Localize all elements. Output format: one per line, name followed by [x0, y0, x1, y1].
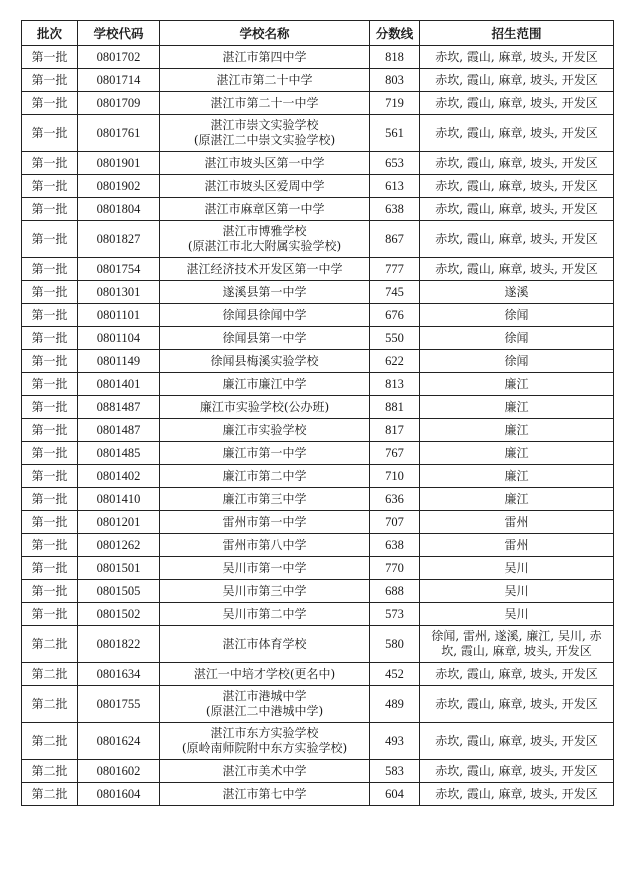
school-code-cell: 0801702 — [78, 46, 160, 69]
score-cell: 638 — [370, 198, 420, 221]
table-row — [22, 783, 614, 806]
school-name-cell — [160, 69, 370, 92]
school-code-cell: 0801827 — [78, 221, 160, 258]
school-code-cell: 0801505 — [78, 580, 160, 603]
table-row — [22, 442, 614, 465]
enrollment-range-cell — [420, 580, 614, 603]
school-code-cell: 0801201 — [78, 511, 160, 534]
enrollment-range-line: 廉江 — [504, 468, 529, 483]
score-cell: 710 — [370, 465, 420, 488]
school-code-cell: 0801502 — [78, 603, 160, 626]
enrollment-range-cell — [420, 783, 614, 806]
enrollment-range-cell — [420, 760, 614, 783]
table-row — [22, 281, 614, 304]
enrollment-range-line: 赤坎, 霞山, 麻章, 坡头, 开发区 — [435, 763, 598, 778]
batch-cell: 第一批 — [22, 304, 78, 327]
batch-cell: 第一批 — [22, 488, 78, 511]
enrollment-range-cell — [420, 534, 614, 557]
table-row — [22, 327, 614, 350]
enrollment-range-cell — [420, 327, 614, 350]
enrollment-range-cell — [420, 258, 614, 281]
school-name-cell — [160, 783, 370, 806]
table-row — [22, 488, 614, 511]
school-name-cell — [160, 760, 370, 783]
school-name-cell — [160, 511, 370, 534]
school-name-line: 湛江市坡头区爱周中学 — [204, 178, 325, 193]
school-name-line: (原湛江二中港城中学) — [205, 704, 324, 718]
school-name-cell — [160, 175, 370, 198]
batch-cell: 第一批 — [22, 115, 78, 152]
school-code-cell: 0801149 — [78, 350, 160, 373]
header-school-name: 学校名称 — [160, 21, 370, 46]
table-row — [22, 534, 614, 557]
enrollment-range-line: 赤坎, 霞山, 麻章, 坡头, 开发区 — [435, 72, 598, 87]
batch-cell: 第二批 — [22, 723, 78, 760]
enrollment-range-cell — [420, 115, 614, 152]
school-name-line: 廉江市第三中学 — [222, 491, 307, 506]
score-cell: 881 — [370, 396, 420, 419]
score-cell: 818 — [370, 46, 420, 69]
enrollment-range-cell — [420, 442, 614, 465]
table-row — [22, 152, 614, 175]
enrollment-range-line: 赤坎, 霞山, 麻章, 坡头, 开发区 — [435, 201, 598, 216]
score-cell: 777 — [370, 258, 420, 281]
enrollment-range-cell — [420, 198, 614, 221]
school-code-cell: 0801301 — [78, 281, 160, 304]
batch-cell: 第一批 — [22, 175, 78, 198]
school-name-line: 徐闻县徐闻中学 — [222, 307, 307, 322]
score-cell: 493 — [370, 723, 420, 760]
batch-cell: 第一批 — [22, 327, 78, 350]
school-name-line: 湛江市博雅学校 — [222, 224, 307, 238]
batch-cell: 第一批 — [22, 511, 78, 534]
table-row — [22, 663, 614, 686]
school-name-cell — [160, 152, 370, 175]
school-code-cell: 0801709 — [78, 92, 160, 115]
school-name-cell — [160, 396, 370, 419]
admission-score-table — [21, 20, 614, 806]
score-cell: 767 — [370, 442, 420, 465]
enrollment-range-line: 赤坎, 霞山, 麻章, 坡头, 开发区 — [435, 231, 598, 246]
school-name-line: 廉江市第一中学 — [222, 445, 307, 460]
enrollment-range-cell — [420, 488, 614, 511]
score-cell: 550 — [370, 327, 420, 350]
table-row — [22, 69, 614, 92]
admission-score-table-page — [21, 20, 613, 806]
school-code-cell: 0801402 — [78, 465, 160, 488]
school-name-line: 湛江市体育学校 — [222, 636, 307, 651]
enrollment-range-line: 赤坎, 霞山, 麻章, 坡头, 开发区 — [435, 49, 598, 64]
score-cell: 688 — [370, 580, 420, 603]
score-cell: 867 — [370, 221, 420, 258]
school-name-line: 湛江市崇文实验学校 — [210, 118, 319, 132]
school-name-line: 廉江市实验学校 — [222, 422, 307, 437]
school-code-cell: 0801410 — [78, 488, 160, 511]
table-row — [22, 686, 614, 723]
school-code-cell: 0881487 — [78, 396, 160, 419]
table-header-row — [22, 21, 614, 46]
table-body — [22, 46, 614, 806]
enrollment-range-line: 吴川 — [504, 606, 529, 621]
school-name-line: 湛江市美术中学 — [222, 763, 307, 778]
score-cell: 604 — [370, 783, 420, 806]
score-cell: 452 — [370, 663, 420, 686]
enrollment-range-cell — [420, 304, 614, 327]
school-code-cell: 0801902 — [78, 175, 160, 198]
enrollment-range-line: 廉江 — [504, 422, 529, 437]
enrollment-range-line: 坎, 霞山, 麻章, 坡头, 开发区 — [441, 644, 592, 658]
school-code-cell: 0801822 — [78, 626, 160, 663]
enrollment-range-cell — [420, 373, 614, 396]
enrollment-range-cell — [420, 92, 614, 115]
enrollment-range-cell — [420, 46, 614, 69]
score-cell: 803 — [370, 69, 420, 92]
table-row — [22, 258, 614, 281]
header-enrollment-range: 招生范围 — [420, 21, 614, 46]
school-name-cell — [160, 686, 370, 723]
school-name-cell — [160, 419, 370, 442]
enrollment-range-cell — [420, 419, 614, 442]
enrollment-range-line: 徐闻 — [504, 307, 529, 322]
enrollment-range-cell — [420, 603, 614, 626]
table-row — [22, 760, 614, 783]
school-name-cell — [160, 258, 370, 281]
header-batch: 批次 — [22, 21, 78, 46]
enrollment-range-cell — [420, 221, 614, 258]
enrollment-range-line: 廉江 — [504, 399, 529, 414]
school-code-cell: 0801104 — [78, 327, 160, 350]
batch-cell: 第一批 — [22, 442, 78, 465]
score-cell: 489 — [370, 686, 420, 723]
enrollment-range-cell — [420, 350, 614, 373]
batch-cell: 第二批 — [22, 663, 78, 686]
school-code-cell: 0801602 — [78, 760, 160, 783]
school-name-line: 遂溪县第一中学 — [222, 284, 307, 299]
school-name-line: 湛江市第二十中学 — [216, 72, 313, 87]
batch-cell: 第一批 — [22, 46, 78, 69]
enrollment-range-cell — [420, 281, 614, 304]
enrollment-range-line: 廉江 — [504, 445, 529, 460]
score-cell: 613 — [370, 175, 420, 198]
enrollment-range-line: 赤坎, 霞山, 麻章, 坡头, 开发区 — [435, 155, 598, 170]
school-name-cell — [160, 350, 370, 373]
enrollment-range-line: 赤坎, 霞山, 麻章, 坡头, 开发区 — [435, 261, 598, 276]
school-name-cell — [160, 603, 370, 626]
school-name-cell — [160, 281, 370, 304]
enrollment-range-line: 廉江 — [504, 376, 529, 391]
school-name-cell — [160, 488, 370, 511]
score-cell: 770 — [370, 557, 420, 580]
batch-cell: 第一批 — [22, 603, 78, 626]
table-row — [22, 198, 614, 221]
enrollment-range-cell — [420, 723, 614, 760]
school-code-cell: 0801754 — [78, 258, 160, 281]
batch-cell: 第一批 — [22, 281, 78, 304]
school-name-line: 湛江市港城中学 — [222, 689, 307, 703]
school-code-cell: 0801755 — [78, 686, 160, 723]
batch-cell: 第一批 — [22, 152, 78, 175]
school-code-cell: 0801714 — [78, 69, 160, 92]
score-cell: 636 — [370, 488, 420, 511]
enrollment-range-line: 廉江 — [504, 491, 529, 506]
score-cell: 719 — [370, 92, 420, 115]
batch-cell: 第二批 — [22, 626, 78, 663]
table-row — [22, 511, 614, 534]
enrollment-range-cell — [420, 175, 614, 198]
table-row — [22, 304, 614, 327]
batch-cell: 第二批 — [22, 760, 78, 783]
school-name-line: 湛江市麻章区第一中学 — [204, 201, 325, 216]
score-cell: 707 — [370, 511, 420, 534]
score-cell: 580 — [370, 626, 420, 663]
batch-cell: 第二批 — [22, 783, 78, 806]
score-cell: 573 — [370, 603, 420, 626]
school-code-cell: 0801604 — [78, 783, 160, 806]
score-cell: 745 — [370, 281, 420, 304]
enrollment-range-cell — [420, 396, 614, 419]
school-code-cell: 0801804 — [78, 198, 160, 221]
school-name-cell — [160, 534, 370, 557]
table-row — [22, 465, 614, 488]
enrollment-range-cell — [420, 557, 614, 580]
batch-cell: 第一批 — [22, 92, 78, 115]
school-name-cell — [160, 92, 370, 115]
table-row — [22, 92, 614, 115]
school-code-cell: 0801901 — [78, 152, 160, 175]
batch-cell: 第一批 — [22, 350, 78, 373]
school-name-cell — [160, 373, 370, 396]
batch-cell: 第一批 — [22, 221, 78, 258]
enrollment-range-line: 赤坎, 霞山, 麻章, 坡头, 开发区 — [435, 696, 598, 711]
school-name-line: 湛江市第二十一中学 — [210, 95, 319, 110]
school-name-cell — [160, 557, 370, 580]
batch-cell: 第一批 — [22, 198, 78, 221]
school-name-line: 湛江一中培才学校(更名中) — [193, 666, 336, 681]
school-code-cell: 0801624 — [78, 723, 160, 760]
enrollment-range-line: 徐闻 — [504, 330, 529, 345]
batch-cell: 第一批 — [22, 419, 78, 442]
score-cell: 583 — [370, 760, 420, 783]
enrollment-range-line: 徐闻, 雷州, 遂溪, 廉江, 吴川, 赤 — [431, 629, 602, 643]
batch-cell: 第一批 — [22, 465, 78, 488]
enrollment-range-line: 遂溪 — [504, 284, 529, 299]
batch-cell: 第一批 — [22, 396, 78, 419]
school-name-line: 吴川市第三中学 — [222, 583, 307, 598]
header-school-code: 学校代码 — [78, 21, 160, 46]
table-row — [22, 396, 614, 419]
score-cell: 676 — [370, 304, 420, 327]
score-cell: 622 — [370, 350, 420, 373]
school-name-cell — [160, 304, 370, 327]
enrollment-range-line: 赤坎, 霞山, 麻章, 坡头, 开发区 — [435, 786, 598, 801]
school-code-cell: 0801634 — [78, 663, 160, 686]
school-name-line: 湛江市第七中学 — [222, 786, 307, 801]
school-code-cell: 0801262 — [78, 534, 160, 557]
batch-cell: 第一批 — [22, 557, 78, 580]
enrollment-range-cell — [420, 465, 614, 488]
school-name-cell — [160, 626, 370, 663]
enrollment-range-cell — [420, 686, 614, 723]
school-name-line: 廉江市实验学校(公办班) — [199, 399, 330, 414]
school-code-cell: 0801487 — [78, 419, 160, 442]
batch-cell: 第一批 — [22, 373, 78, 396]
table-row — [22, 221, 614, 258]
table-row — [22, 115, 614, 152]
school-code-cell: 0801485 — [78, 442, 160, 465]
table-row — [22, 723, 614, 760]
school-name-cell — [160, 46, 370, 69]
school-code-cell: 0801401 — [78, 373, 160, 396]
enrollment-range-line: 雷州 — [504, 514, 529, 529]
table-row — [22, 419, 614, 442]
score-cell: 653 — [370, 152, 420, 175]
batch-cell: 第一批 — [22, 258, 78, 281]
enrollment-range-line: 赤坎, 霞山, 麻章, 坡头, 开发区 — [435, 178, 598, 193]
table-row — [22, 46, 614, 69]
school-name-line: 吴川市第一中学 — [222, 560, 307, 575]
enrollment-range-cell — [420, 663, 614, 686]
enrollment-range-line: 赤坎, 霞山, 麻章, 坡头, 开发区 — [435, 666, 598, 681]
school-code-cell: 0801761 — [78, 115, 160, 152]
enrollment-range-line: 赤坎, 霞山, 麻章, 坡头, 开发区 — [435, 95, 598, 110]
table-row — [22, 175, 614, 198]
enrollment-range-line: 吴川 — [504, 583, 529, 598]
batch-cell: 第二批 — [22, 686, 78, 723]
enrollment-range-cell — [420, 626, 614, 663]
enrollment-range-line: 赤坎, 霞山, 麻章, 坡头, 开发区 — [435, 733, 598, 748]
batch-cell: 第一批 — [22, 580, 78, 603]
school-name-cell — [160, 198, 370, 221]
school-name-line: 雷州市第一中学 — [222, 514, 307, 529]
school-name-line: 吴川市第二中学 — [222, 606, 307, 621]
batch-cell: 第一批 — [22, 534, 78, 557]
enrollment-range-cell — [420, 152, 614, 175]
school-name-line: 湛江经济技术开发区第一中学 — [186, 261, 343, 276]
enrollment-range-cell — [420, 511, 614, 534]
score-cell: 817 — [370, 419, 420, 442]
school-code-cell: 0801101 — [78, 304, 160, 327]
school-name-cell — [160, 327, 370, 350]
enrollment-range-line: 赤坎, 霞山, 麻章, 坡头, 开发区 — [435, 125, 598, 140]
school-name-line: (原湛江市北大附属实验学校) — [187, 239, 342, 253]
enrollment-range-line: 雷州 — [504, 537, 529, 552]
school-name-cell — [160, 723, 370, 760]
school-name-cell — [160, 221, 370, 258]
school-name-line: 湛江市坡头区第一中学 — [204, 155, 325, 170]
school-code-cell: 0801501 — [78, 557, 160, 580]
enrollment-range-cell — [420, 69, 614, 92]
school-name-line: 徐闻县第一中学 — [222, 330, 307, 345]
table-row — [22, 350, 614, 373]
table-row — [22, 626, 614, 663]
score-cell: 638 — [370, 534, 420, 557]
score-cell: 813 — [370, 373, 420, 396]
school-name-line: 徐闻县梅溪实验学校 — [210, 353, 319, 368]
enrollment-range-line: 徐闻 — [504, 353, 529, 368]
enrollment-range-line: 吴川 — [504, 560, 529, 575]
school-name-line: 廉江市廉江中学 — [222, 376, 307, 391]
header-score: 分数线 — [370, 21, 420, 46]
school-name-cell — [160, 115, 370, 152]
school-name-line: 湛江市第四中学 — [222, 49, 307, 64]
table-row — [22, 557, 614, 580]
batch-cell: 第一批 — [22, 69, 78, 92]
school-name-cell — [160, 465, 370, 488]
table-row — [22, 580, 614, 603]
score-cell: 561 — [370, 115, 420, 152]
school-name-line: 廉江市第二中学 — [222, 468, 307, 483]
table-row — [22, 603, 614, 626]
table-row — [22, 373, 614, 396]
school-name-cell — [160, 580, 370, 603]
school-name-cell — [160, 663, 370, 686]
school-name-line: (原岭南师院附中东方实验学校) — [181, 741, 348, 755]
school-name-line: 湛江市东方实验学校 — [210, 726, 319, 740]
school-name-cell — [160, 442, 370, 465]
school-name-line: (原湛江二中崇文实验学校) — [193, 133, 336, 147]
school-name-line: 雷州市第八中学 — [222, 537, 307, 552]
